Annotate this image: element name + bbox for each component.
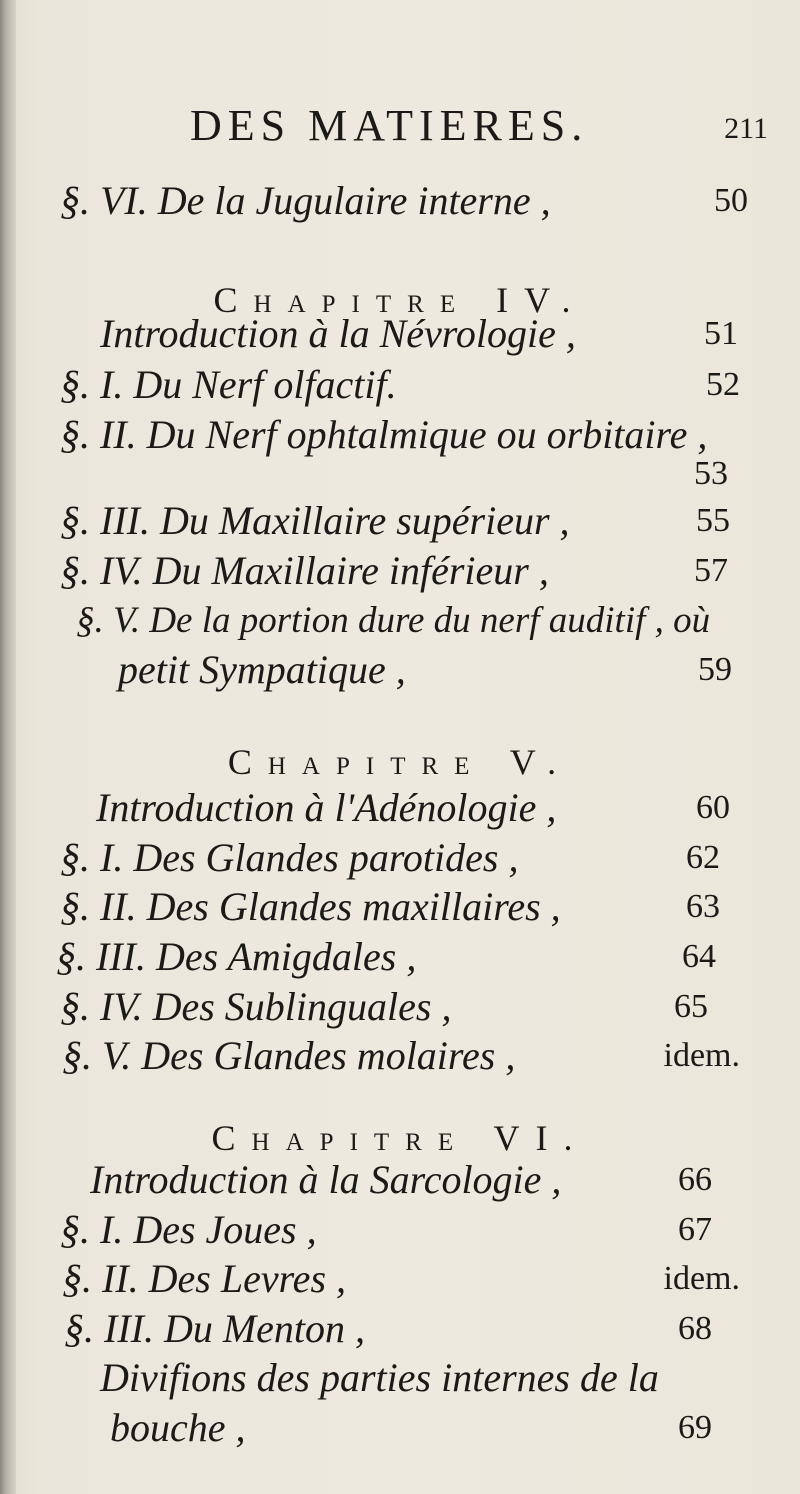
toc-entry-page: 66 [678, 1161, 712, 1198]
toc-entry [0, 357, 800, 413]
toc-entry-title: Introduction à la Sarcologie , [90, 1157, 562, 1202]
toc-entry-page: 57 [694, 552, 728, 589]
toc-entry [0, 593, 800, 649]
toc-entry-page: 53 [694, 455, 728, 492]
toc-entry [0, 1301, 800, 1357]
toc-entry-page: 64 [682, 938, 716, 975]
toc-entry [0, 1152, 800, 1208]
toc-entry-title: §. II. Du Nerf ophtalmique ou orbitaire , [60, 412, 708, 457]
toc-entry-title: Introduction à la Névrologie , [100, 311, 576, 356]
toc-entry [0, 979, 800, 1035]
toc-entry-page: idem. [663, 1260, 740, 1297]
toc-entry-title: §. III. Des Amigdales , [56, 934, 417, 979]
toc-entry-page: 62 [686, 839, 720, 876]
toc-entry-page: 69 [678, 1409, 712, 1446]
toc-entry [0, 1400, 800, 1456]
toc-entry-title: §. I. Des Joues , [60, 1207, 317, 1252]
toc-entry [0, 780, 800, 836]
toc-entry-title: §. III. Du Menton , [64, 1306, 366, 1351]
toc-entry-page: 59 [698, 651, 732, 688]
running-title: DES MATIERES. [190, 101, 589, 150]
toc-entry-page: 67 [678, 1211, 712, 1248]
toc-entry [0, 1251, 800, 1307]
toc-entry-title: §. III. Du Maxillaire supérieur , [60, 498, 570, 543]
toc-entry-title: §. V. De la portion dure du nerf auditif , où [76, 600, 711, 641]
toc-entry-title: §. V. Des Glandes molaires , [62, 1033, 516, 1078]
toc-entry [0, 1202, 800, 1258]
page-header [0, 100, 800, 160]
toc-entry-title: §. I. Des Glandes parotides , [60, 835, 519, 880]
toc-entry [0, 642, 800, 698]
toc-entry [0, 543, 800, 599]
toc-entry [0, 1028, 800, 1084]
toc-entry-title: §. II. Des Levres , [62, 1256, 347, 1301]
page-number: 211 [724, 112, 768, 145]
toc-entry-title: Introduction à l'Adénologie , [96, 785, 557, 830]
toc-entry-title: §. VI. De la Jugulaire interne , [60, 178, 551, 223]
chapter-heading: Chapitre V. [227, 742, 573, 782]
toc-entry-page: idem. [663, 1037, 740, 1074]
toc-entry [0, 306, 800, 362]
toc-entry-page: 68 [678, 1310, 712, 1347]
toc-entry [0, 879, 800, 935]
toc-entry [0, 929, 800, 985]
toc-entry [0, 830, 800, 886]
toc-entry-title: petit Sympatique , [118, 647, 406, 692]
toc-entry-title: §. IV. Des Sublinguales , [60, 984, 452, 1029]
toc-entry-page: 60 [696, 789, 730, 826]
toc-entry-title: §. IV. Du Maxillaire inférieur , [60, 548, 549, 593]
toc-entry-page: 63 [686, 888, 720, 925]
toc-entry-page: 55 [696, 502, 730, 539]
toc-entry-title: §. I. Du Nerf olfactif. [60, 362, 397, 407]
toc-entry-title: bouche , [110, 1405, 246, 1450]
toc-entry [0, 1350, 800, 1406]
toc-entry-page: 65 [674, 988, 708, 1025]
toc-entry [0, 493, 800, 549]
chapter-heading: Chapitre VI. [211, 1118, 589, 1158]
toc-entry-page: 52 [706, 366, 740, 403]
toc-entry-title: §. II. Des Glandes maxillaires , [60, 884, 561, 929]
toc-entry-page: 51 [704, 315, 738, 352]
toc-entry-title: Divifions des parties internes de la [100, 1355, 659, 1400]
toc-entry [0, 173, 800, 229]
toc-entry-page: 50 [714, 182, 748, 219]
chapter-heading: Chapitre IV. [213, 280, 587, 320]
